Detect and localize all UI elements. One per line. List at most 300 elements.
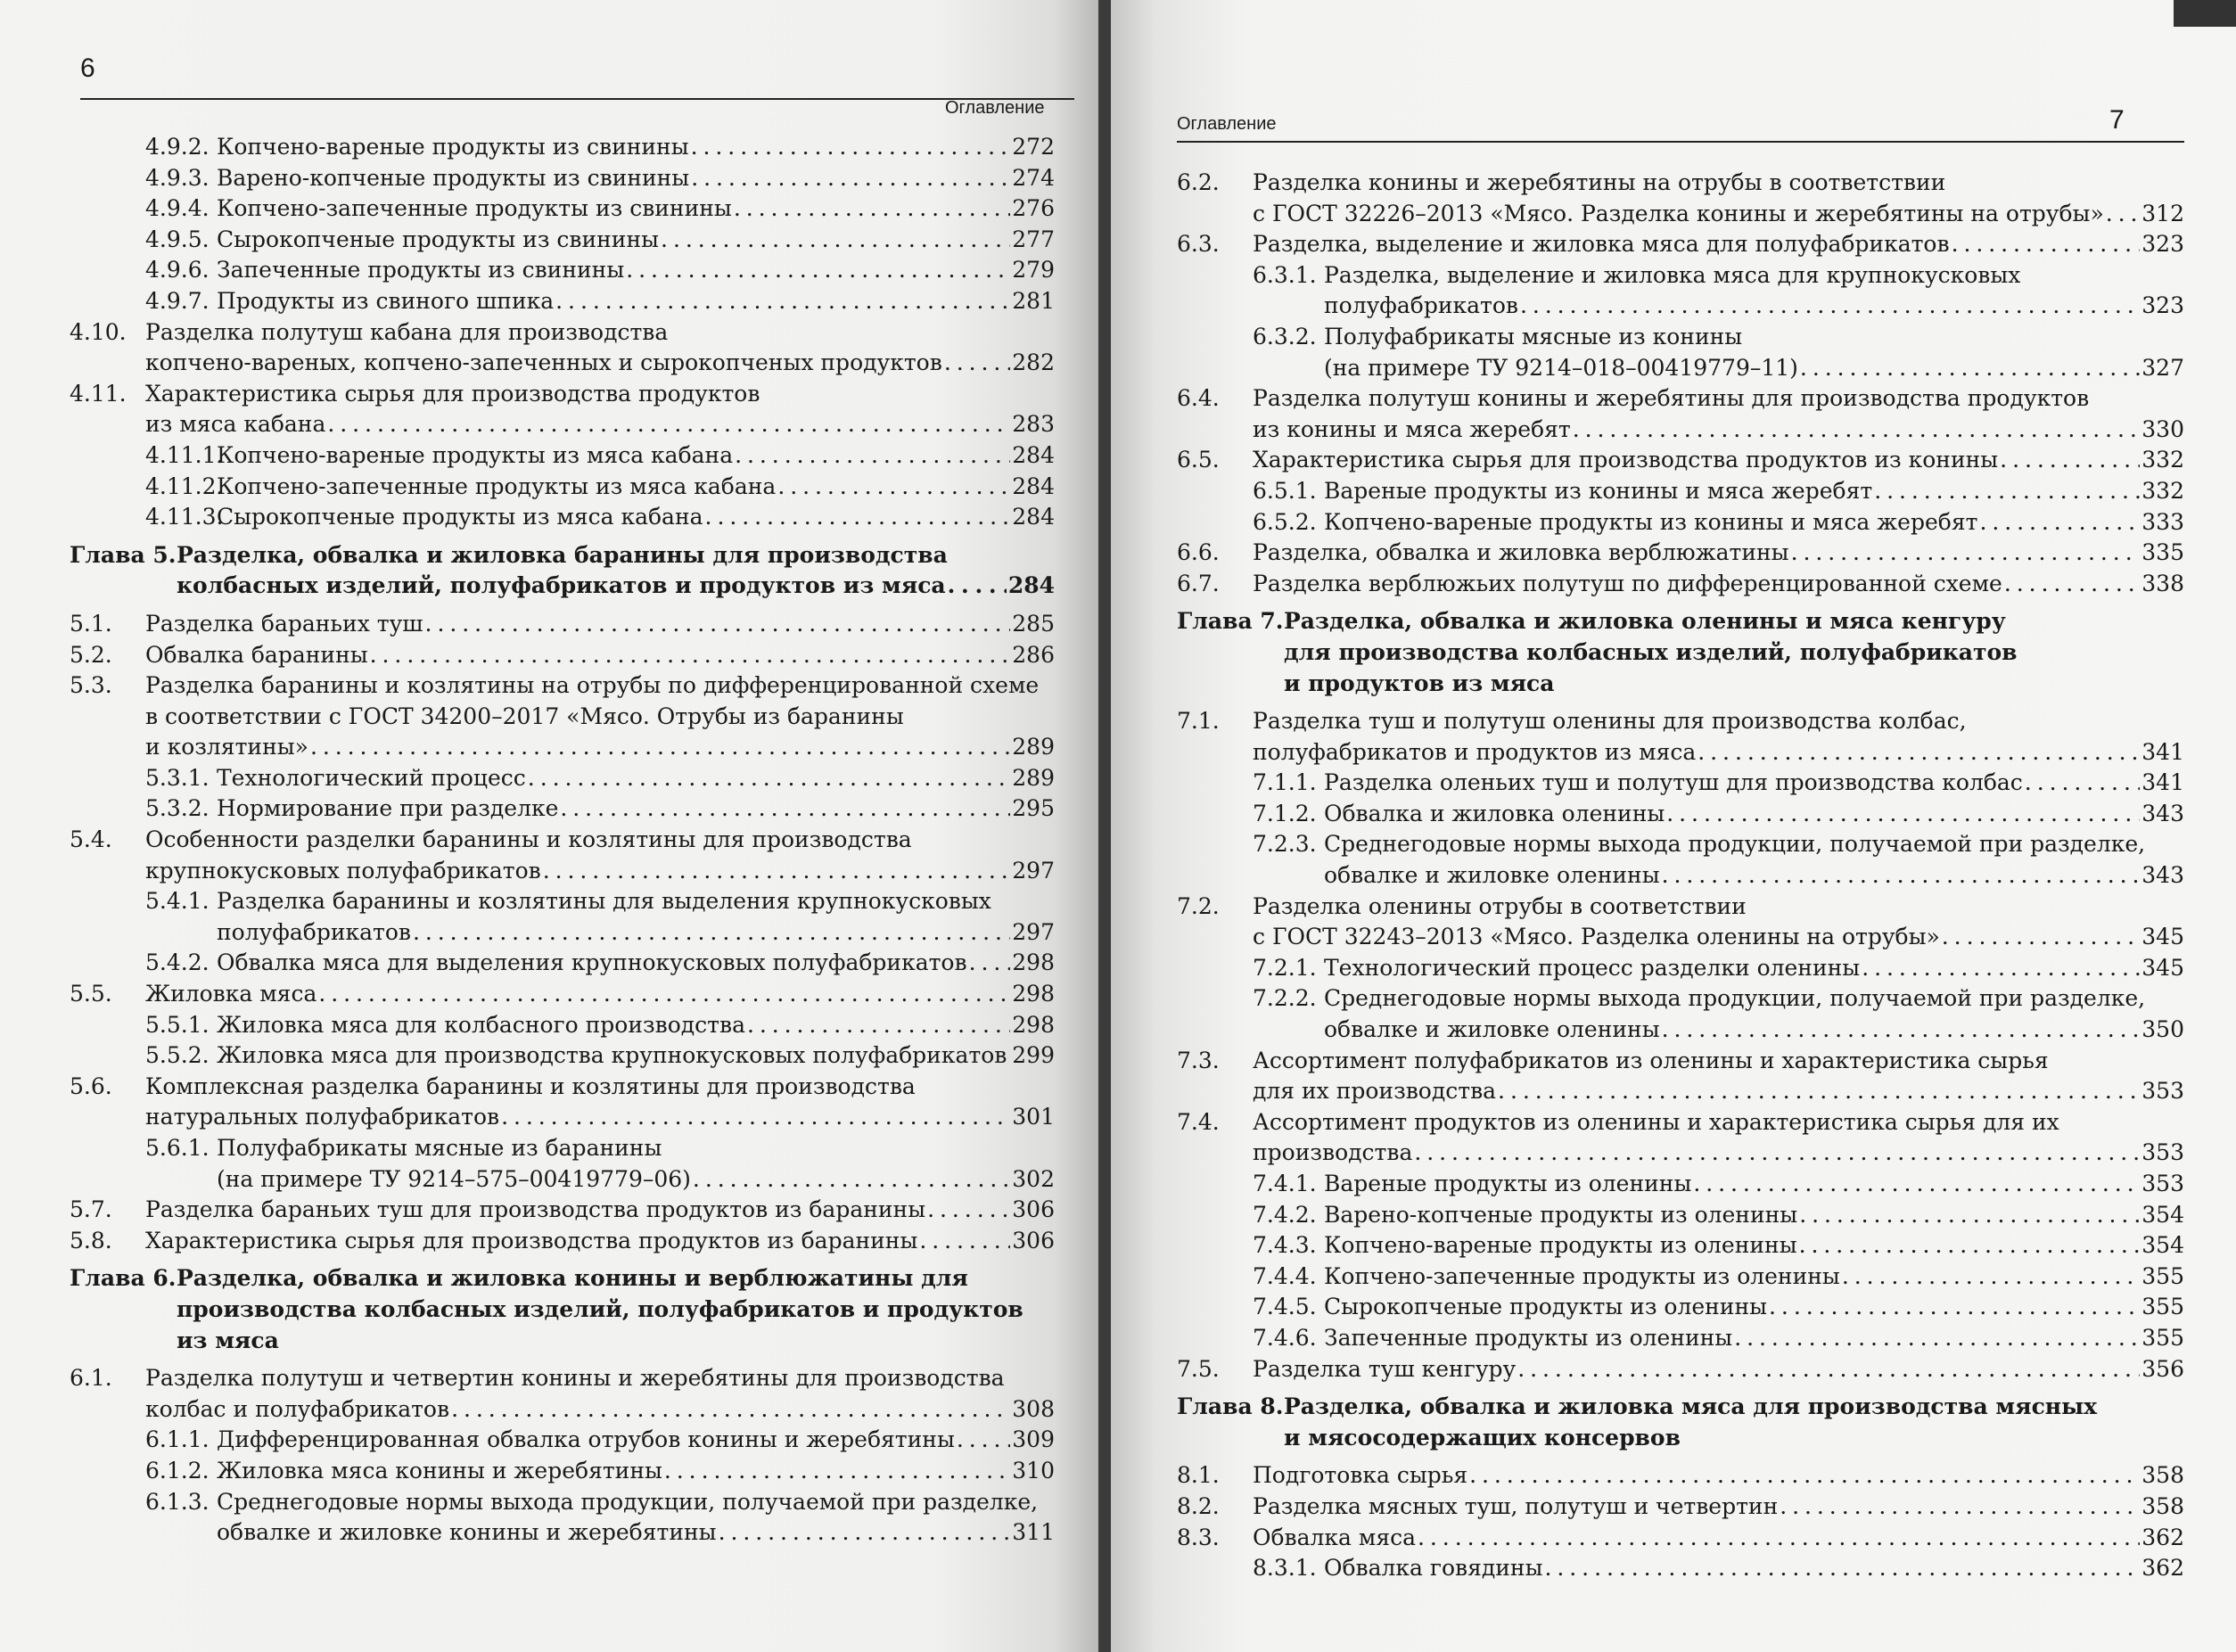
toc-entry-title: из конины и мяса жеребят [1253,415,1571,442]
toc-entry [1177,476,2184,507]
toc-entry-number: 6.1. [70,1365,112,1392]
toc-entry [70,609,1055,640]
toc-entry-number: 5.4.2. [145,949,210,976]
toc-entry-number: 5.4.1. [145,888,210,915]
toc-entry-number: 6.5.1. [1253,477,1317,504]
toc-page-number: 284 [1012,441,1055,468]
toc-chapter [70,540,1055,602]
toc-page-number: 343 [2141,862,2184,889]
toc-entry [70,979,1055,1010]
toc-entry-number: 6.3.2. [1253,323,1317,349]
toc-entry-number: 5.3.1. [145,764,210,791]
toc-entry-number: 7.2. [1177,892,1220,919]
toc-entry [1177,829,2184,891]
toc-page-number: 298 [1012,949,1055,976]
dot-leader [1414,1138,2140,1169]
toc-entry [1177,1046,2184,1107]
toc-entry-number: 5.5. [70,981,112,1007]
toc-entry-title: Копчено-запеченные продукты из свинины [217,195,732,222]
toc-page-number: 298 [1012,981,1055,1007]
toc-page-number: 310 [1012,1457,1055,1484]
toc-entry-title: Разделка, обвалка и жиловка верблюжатины [1253,539,1789,566]
toc-entry [1177,1553,2184,1584]
toc-entry-title: Технологический процесс [217,764,526,791]
toc-page-number: 323 [2141,292,2184,319]
toc-page-number: 285 [1012,610,1055,637]
toc-entry-title: колбасных изделий, полуфабрикатов и продуктов из мяса [177,572,946,599]
dot-leader [1698,737,2140,768]
toc-entry-number: 8.3. [1177,1524,1220,1550]
toc-entry-number: 8.1. [1177,1462,1220,1489]
dot-leader [318,979,1010,1010]
toc-entry-title: Запеченные продукты из оленины [1324,1324,1733,1351]
toc-entry [1177,1107,2184,1169]
toc-entry [70,286,1055,317]
dot-leader [1874,476,2140,507]
toc-entry-title: Жиловка мяса конины и жеребятины [217,1457,662,1484]
toc-entry-title: Характеристика сырья для производства продуктов из баранины [145,1227,918,1253]
toc-page-number: 272 [1012,134,1055,160]
toc-entry-number: 5.1. [70,610,112,637]
toc-entry-title: Обвалка мяса для выделения крупнокусковых полуфабрикатов [217,949,967,976]
toc-entry-title: копчено-вареных, копчено-запеченных и сырокопченых продуктов [145,349,942,376]
toc-entry-number: 5.3.2. [145,795,210,822]
toc-entry-number: 5.8. [70,1227,112,1253]
toc-entry-number: Глава 8. [1177,1393,1284,1420]
toc-entry [70,886,1055,948]
dot-leader [1799,1230,2141,1262]
toc-entry-number: 7.1.2. [1253,800,1317,826]
toc-entry-title: Среднегодовые нормы выхода продукции, получаемой при разделке, [1324,831,2146,858]
toc-page-number: 354 [2141,1201,2184,1228]
toc-entry-title: Разделка, выделение и жиловка мяса для полуфабрикатов [1253,231,1950,258]
toc-page-number: 282 [1012,349,1055,376]
toc-entry [70,1226,1055,1257]
dot-leader [1693,1169,2140,1200]
toc-entry-number: 4.11.2. [145,473,224,499]
toc-entry-number: 6.1.2. [145,1457,210,1484]
toc-entry-title: Варено-копченые продукты из свинины [217,164,690,191]
toc-entry-title: Разделка мясных туш, полутуш и четвертин [1253,1492,1779,1519]
toc-entry-number: 6.2. [1177,169,1220,195]
toc-page-number: 327 [2141,354,2184,381]
running-head: Оглавление [945,98,1045,118]
toc-page-number: 323 [2141,231,2184,258]
dot-leader [944,348,1010,379]
toc-entry-title: Обвалка говядины [1324,1555,1543,1582]
toc-entry-title: для их производства [1253,1078,1497,1105]
toc-entry-title: Ассортимент продуктов из оленины и характеристика сырья для их [1253,1108,2059,1135]
toc-page-number: 341 [2141,738,2184,765]
background-corner [2174,0,2236,27]
dot-leader [543,856,1011,887]
toc-page-number: 306 [1012,1227,1055,1253]
toc-entry-number: 5.6.1. [145,1135,210,1161]
toc-page-number: 345 [2141,924,2184,950]
dot-leader [2106,199,2141,230]
toc-page-number: 332 [2141,477,2184,504]
toc-entry [1177,706,2184,768]
dot-leader [1573,415,2141,446]
toc-entry-title: Жиловка мяса для производства крупнокусковых полуфабрикатов [217,1042,1007,1069]
book-gutter [1098,0,1111,1652]
toc-entry-title: Разделка баранины и козлятины для выделения крупнокусковых [217,888,991,915]
toc-entry [70,1010,1055,1041]
toc-entry [1177,507,2184,538]
toc-entry-title: Копчено-вареные продукты из мяса кабана [217,441,734,468]
toc-entry [1177,569,2184,600]
toc-page-number: 295 [1012,795,1055,822]
toc-entry [70,670,1055,763]
dot-leader [948,571,1007,602]
dot-leader [705,502,1011,533]
toc-entry-title: Разделка туш кенгуру [1253,1355,1517,1382]
toc-entry-number: 7.4.5. [1253,1294,1317,1320]
toc-entry-title: Разделка, обвалка и жиловка мяса для производства мясных [1284,1393,2098,1420]
dot-leader [1734,1323,2140,1354]
toc-entry [1177,322,2184,383]
toc-entry [70,1425,1055,1456]
dot-leader [969,948,1011,979]
toc-entry-title: Копчено-запеченные продукты из оленины [1324,1262,1840,1289]
toc-page-number: 298 [1012,1011,1055,1038]
toc-entry-title: из мяса [177,1327,279,1353]
toc-page-number: 284 [1007,572,1055,599]
toc-entry [70,793,1055,825]
toc-entry [1177,799,2184,830]
toc-entry-title: Вареные продукты из оленины [1324,1171,1692,1196]
dot-leader [413,917,1010,949]
toc-entry-title: Копчено-вареные продукты из оленины [1324,1232,1797,1259]
toc-entry-number: 6.5. [1177,447,1220,473]
toc-entry-title: с ГОСТ 32243–2013 «Мясо. Разделка оленины на отрубы» [1253,924,1940,950]
dot-leader [528,763,1010,794]
toc-page-number: 306 [1012,1196,1055,1223]
toc-entry [1177,1323,2184,1354]
toc-entry-title: Разделка, выделение и жиловка мяса для крупнокусковых [1324,261,2021,288]
toc-entry-title: из мяса кабана [145,411,326,438]
dot-leader [919,1226,1010,1257]
toc-chapter [1177,1392,2184,1453]
dot-leader [1800,353,2140,384]
dot-leader [626,255,1010,286]
toc-entry-title: и козлятины» [145,734,308,760]
toc-entry-title: Копчено-запеченные продукты из мяса кабана [217,473,777,499]
toc-entry [70,225,1055,256]
toc-entry-title: Вареные продукты из конины и мяса жеребят [1324,477,1873,504]
toc-page-number: 312 [2141,200,2184,226]
toc-entry [70,317,1055,379]
dot-leader [1780,1492,2140,1523]
toc-entry [1177,1523,2184,1554]
toc-entry [70,1456,1055,1487]
toc-entry-title: крупнокусковых полуфабрикатов [145,857,541,884]
dot-leader [1517,1354,2140,1385]
toc-entry [1177,1230,2184,1262]
dot-leader [1769,1292,2140,1323]
dot-leader [747,1010,1010,1041]
toc-entry-title: Полуфабрикаты мясные из баранины [217,1135,662,1161]
dot-leader [560,793,1010,825]
right-page [1111,0,2236,1652]
dot-leader [957,1425,1010,1456]
toc-page-number: 309 [1012,1426,1055,1453]
toc-entry-number: 4.9.6. [145,257,210,284]
toc-entry-number: 7.4.6. [1253,1324,1317,1351]
toc-page-number: 362 [2141,1524,2184,1550]
toc-page-number: 355 [2141,1294,2184,1320]
toc-entry-title: (на примере ТУ 9214–575–00419779–06) [217,1165,691,1192]
left-page [0,0,1098,1652]
toc-page-number: 345 [2141,954,2184,981]
toc-entry [70,825,1055,886]
toc-entry-number: 4.11. [70,380,127,407]
toc-entry-number: 7.4.1. [1253,1171,1317,1196]
toc-page-number: 289 [1012,734,1055,760]
toc-page-number: 283 [1012,411,1055,438]
toc-entry-number: 4.11.1. [145,441,224,468]
toc-entry-title: и продуктов из мяса [1284,670,1555,696]
toc-entry [70,763,1055,794]
toc-entry [1177,1292,2184,1323]
toc-page-number: 353 [2141,1078,2184,1105]
toc-entry-title: Обвалка мяса [1253,1524,1417,1550]
toc-entry-number: 7.4.3. [1253,1232,1317,1259]
toc-entry-title: полуфабрикатов [1324,292,1518,319]
toc-entry-title: обвалке и жиловке оленины [1324,862,1660,889]
toc-entry [70,255,1055,286]
toc-entry-number: 6.4. [1177,385,1220,412]
toc-page-number: 299 [1012,1042,1055,1069]
toc-entry [1177,1460,2184,1492]
toc-entry-number: Глава 7. [1177,608,1284,635]
dot-leader [1498,1076,2140,1107]
toc-entry-title: Характеристика сырья для производства продуктов [145,380,760,407]
toc-page-number: 358 [2141,1462,2184,1489]
toc-entry-title: Среднегодовые нормы выхода продукции, получаемой при разделке, [1324,985,2146,1012]
toc-page-number: 297 [1012,857,1055,884]
dot-leader [1942,922,2141,953]
dot-leader [1952,229,2141,260]
toc-entry-title: Копчено-вареные продукты из конины и мяса жеребят [1324,508,1978,535]
toc-entry [70,1195,1055,1226]
toc-page-number: 284 [1012,473,1055,499]
toc-entry-number: 6.3.1. [1253,261,1317,288]
toc-entry-title: натуральных полуфабрикатов [145,1104,500,1130]
toc-entry [1177,538,2184,569]
toc-entry-number: 5.5.1. [145,1011,210,1038]
toc-entry [1177,1169,2184,1200]
table-of-contents [1177,168,2184,1584]
toc-entry [70,502,1055,533]
dot-leader [1008,1040,1010,1072]
dot-leader [927,1195,1010,1226]
toc-entry-title: Разделка туш и полутуш оленины для производства колбас, [1253,708,1967,735]
dot-leader [1791,538,2141,569]
toc-entry-title: Разделка бараньих туш для производства продуктов из баранины [145,1196,926,1223]
toc-entry-number: 8.2. [1177,1492,1220,1519]
toc-entry-number: 4.9.7. [145,287,210,314]
toc-entry-number: 6.1.3. [145,1488,210,1515]
toc-page-number: 353 [2141,1171,2184,1196]
dot-leader [1418,1523,2140,1554]
toc-entry-title: Технологический процесс разделки оленины [1324,954,1861,981]
dot-leader [501,1102,1010,1133]
toc-entry-title: Разделка, обвалка и жиловка оленины и мяса кенгуру [1284,608,2006,635]
toc-entry-title: Дифференцированная обвалка отрубов конины и жеребятины [217,1426,955,1453]
toc-entry [1177,1492,2184,1523]
toc-entry-title: колбас и полуфабрикатов [145,1395,450,1422]
toc-page-number: 350 [2141,1016,2184,1043]
dot-leader [370,640,1011,671]
toc-entry-title: Нормирование при разделке [217,795,559,822]
toc-entry-title: Копчено-вареные продукты из свинины [217,134,689,160]
toc-entry [70,1487,1055,1549]
toc-entry-title: Жиловка мяса для колбасного производства [217,1011,745,1038]
toc-entry [1177,168,2184,229]
page-number: 6 [80,53,95,83]
dot-leader [1545,1553,2141,1584]
toc-entry-title: Разделка бараньих туш [145,610,423,637]
toc-page-number: 301 [1012,1104,1055,1130]
toc-entry [1177,1354,2184,1385]
toc-entry-title: Сырокопченые продукты из мяса кабана [217,504,703,530]
dot-leader [777,472,1010,503]
toc-entry-number: 4.9.3. [145,164,210,191]
toc-entry-number: 6.1.1. [145,1426,210,1453]
toc-entry-number: 4.10. [70,318,127,345]
toc-entry-number: 5.3. [70,672,112,699]
toc-page-number: 281 [1012,287,1055,314]
toc-page-number: 277 [1012,226,1055,252]
dot-leader [425,609,1011,640]
toc-entry [1177,1200,2184,1231]
toc-entry [70,1040,1055,1072]
dot-leader [2025,768,2140,799]
toc-page-number: 335 [2141,539,2184,566]
toc-page-number: 338 [2141,570,2184,596]
toc-page-number: 311 [1012,1519,1055,1546]
toc-entry-title: Особенности разделки баранины и козлятины для производства [145,826,912,853]
toc-entry-title: Обвалка баранины [145,641,368,668]
toc-entry-title: Продукты из свиного шпика [217,287,555,314]
toc-entry-number: 4.9.2. [145,134,210,160]
toc-entry-number: 4.9.4. [145,195,210,222]
dot-leader [661,225,1010,256]
toc-entry-number: 7.1.1. [1253,769,1317,796]
toc-entry-title: Разделка полутуш конины и жеребятины для производства продуктов [1253,385,2090,412]
toc-page-number: 297 [1012,918,1055,945]
toc-entry [70,640,1055,671]
toc-entry-title: с ГОСТ 32226–2013 «Мясо. Разделка конины и жеребятины на отрубы» [1253,200,2104,226]
toc-page-number: 343 [2141,800,2184,826]
toc-entry-number: 6.7. [1177,570,1220,596]
toc-entry [1177,768,2184,799]
dot-leader [691,163,1010,194]
toc-entry-title: полуфабрикатов и продуктов из мяса [1253,738,1697,765]
toc-entry-number: Глава 6. [70,1265,177,1292]
toc-entry-title: Среднегодовые нормы выхода продукции, получаемой при разделке, [217,1488,1039,1515]
toc-page-number: 355 [2141,1324,2184,1351]
toc-entry-number: 5.7. [70,1196,112,1223]
toc-chapter [1177,606,2184,699]
toc-entry-title: полуфабрикатов [217,918,411,945]
toc-entry [70,948,1055,979]
toc-entry [70,193,1055,225]
toc-page-number: 286 [1012,641,1055,668]
toc-entry-title: Разделка баранины и козлятины на отрубы по дифференцированной схеме [145,672,1040,699]
dot-leader [691,132,1011,163]
toc-entry-title: Разделка оленины отрубы в соответствии [1253,892,1747,919]
dot-leader [664,1456,1010,1487]
toc-page-number: 276 [1012,195,1055,222]
toc-page-number: 356 [2141,1355,2184,1382]
toc-entry-title: Ассортимент полуфабрикатов из оленины и характеристика сырья [1253,1047,2049,1073]
dot-leader [1842,1262,2140,1293]
toc-page-number: 362 [2141,1555,2184,1582]
toc-entry [1177,953,2184,984]
dot-leader [1662,860,2141,892]
toc-entry-number: 7.2.3. [1253,831,1317,858]
toc-entry-title: Сырокопченые продукты из оленины [1324,1294,1768,1320]
toc-entry-title: Варено-копченые продукты из оленины [1324,1201,1798,1228]
toc-entry [70,440,1055,472]
dot-leader [1799,1200,2140,1231]
toc-entry-title: Разделка полутуш и четвертин конины и жеребятины для производства [145,1365,1005,1392]
toc-chapter [70,1263,1055,1356]
dot-leader [1666,799,2140,830]
toc-entry-number: 6.5.2. [1253,508,1317,535]
dot-leader [2004,569,2140,600]
dot-leader [451,1394,1010,1426]
toc-entry [1177,260,2184,322]
dot-leader [1979,507,2140,538]
toc-page-number: 284 [1012,504,1055,530]
toc-page-number: 355 [2141,1262,2184,1289]
dot-leader [693,1164,1010,1196]
toc-page-number: 302 [1012,1165,1055,1192]
toc-entry [70,1363,1055,1425]
dot-leader [1862,953,2140,984]
toc-entry-title: Сырокопченые продукты из свинины [217,226,660,252]
toc-entry [1177,983,2184,1045]
toc-entry [70,472,1055,503]
header-rule [1177,141,2184,143]
toc-entry [1177,229,2184,260]
dot-leader [1469,1460,2140,1492]
toc-page-number: 274 [1012,164,1055,191]
toc-page-number: 353 [2141,1139,2184,1166]
toc-entry-number: 4.11.3. [145,504,224,530]
toc-entry-title: Разделка полутуш кабана для производства [145,318,669,345]
toc-entry-title: Разделка оленьих туш и полутуш для производства колбас [1324,769,2023,796]
toc-entry-title: Разделка, обвалка и жиловка конины и верблюжатины для [177,1265,968,1292]
toc-entry-number: 5.6. [70,1073,112,1099]
toc-entry [70,163,1055,194]
toc-entry-title: Характеристика сырья для производства продуктов из конины [1253,447,1999,473]
dot-leader [719,1517,1011,1549]
toc-entry-title: обвалке и жиловке оленины [1324,1016,1660,1043]
toc-entry-title: Разделка, обвалка и жиловка баранины для производства [177,541,948,568]
toc-page-number: 330 [2141,415,2184,442]
header-rule [80,98,1074,100]
toc-entry-number: 5.2. [70,641,112,668]
toc-entry-number: 7.1. [1177,708,1220,735]
dot-leader [327,409,1010,440]
toc-page-number: 354 [2141,1232,2184,1259]
toc-page-number: 289 [1012,764,1055,791]
toc-page-number: 279 [1012,257,1055,284]
